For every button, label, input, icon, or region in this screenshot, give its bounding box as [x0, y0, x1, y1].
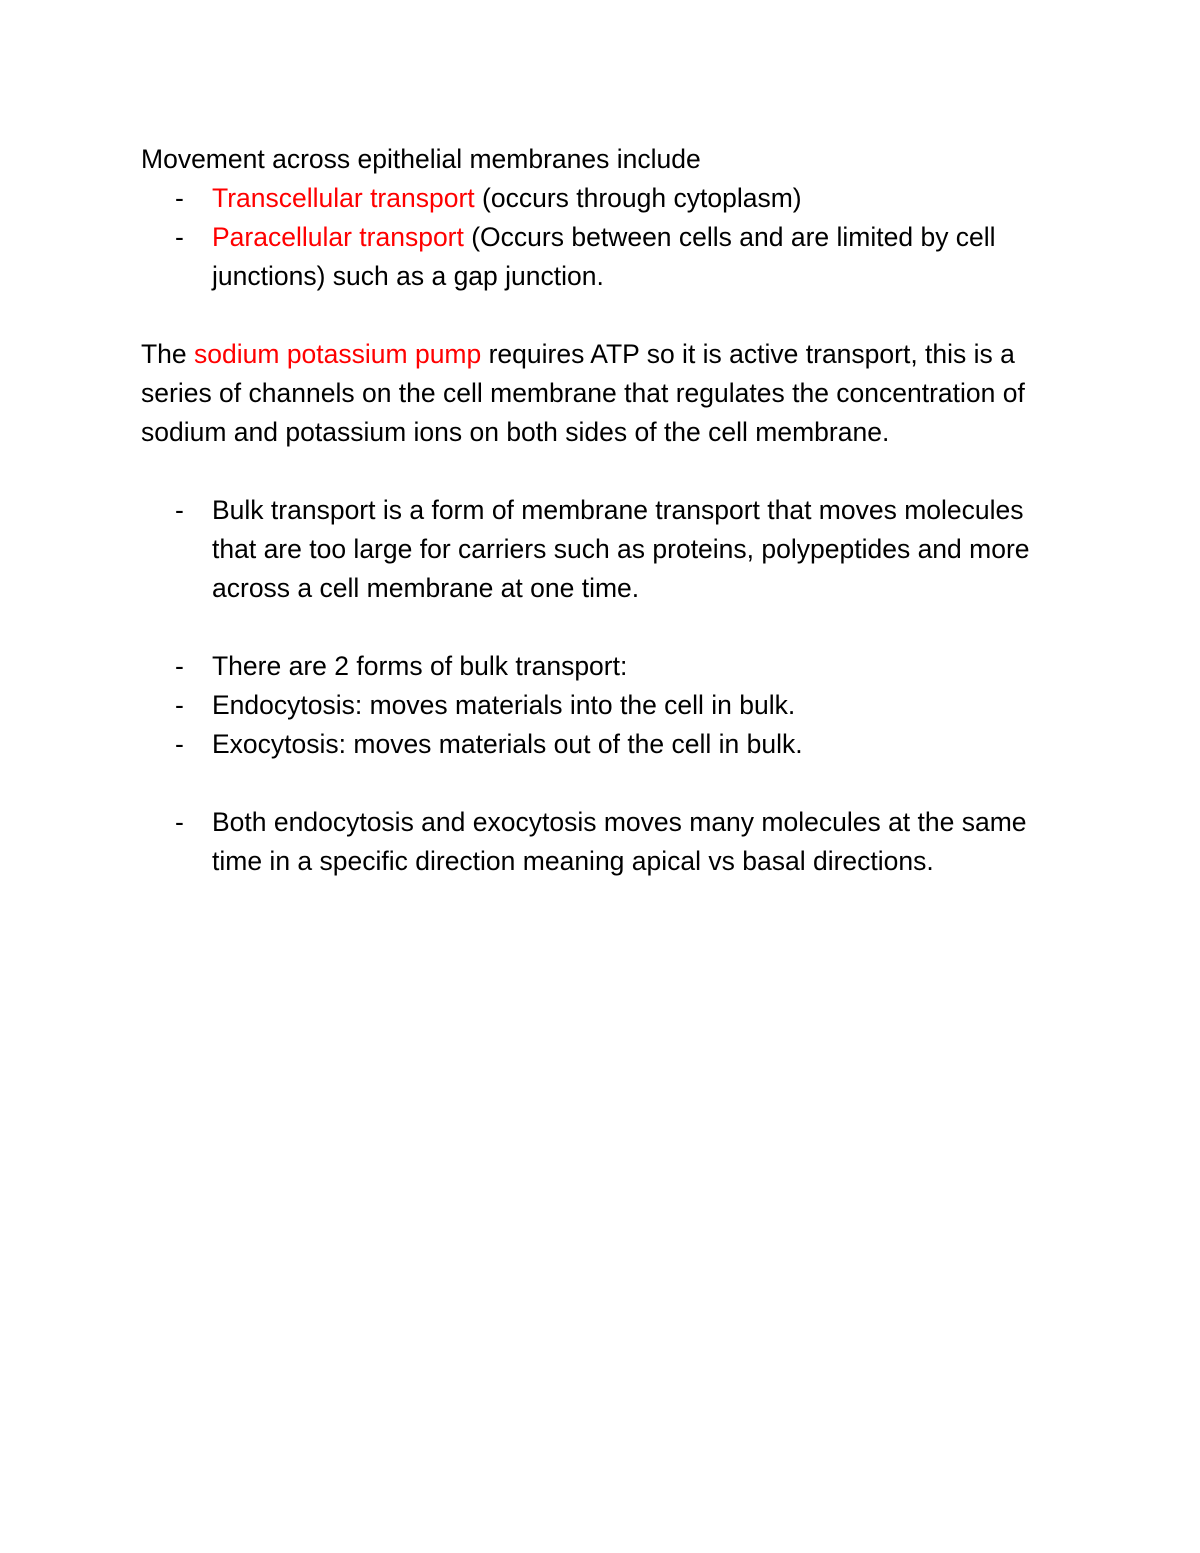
list-item-paracellular	[141, 218, 1061, 296]
spacer	[141, 452, 1061, 491]
spacer	[141, 296, 1061, 335]
epithelial-transport-list	[141, 179, 1061, 296]
paragraph-text: requires ATP so it is active transport, this is a series of channels on the cell membrane that regulates the concentration of sodium and potassium ions on both sides of the cell membrane.	[141, 339, 1025, 447]
spacer	[141, 608, 1061, 647]
bulk-forms-list	[141, 647, 1061, 764]
item-text: (Occurs between cells and are limited by cell junctions) such as a gap junction.	[212, 222, 996, 291]
list-item-endocytosis	[141, 686, 1061, 725]
bullet-dash: -	[175, 651, 184, 681]
item-text: There are 2 forms of bulk transport:	[212, 651, 628, 681]
document-body	[141, 140, 1061, 881]
item-text: Exocytosis: moves materials out of the cell in bulk.	[212, 729, 803, 759]
direction-list	[141, 803, 1061, 881]
bullet-dash: -	[175, 807, 184, 837]
bulk-transport-list	[141, 491, 1061, 608]
highlight-term: Paracellular transport	[212, 222, 464, 252]
bullet-dash: -	[175, 183, 184, 213]
paragraph-prefix: The	[141, 339, 195, 369]
bullet-dash: -	[175, 222, 184, 252]
highlight-term: sodium potassium pump	[194, 339, 482, 369]
item-text: Endocytosis: moves materials into the cell in bulk.	[212, 690, 796, 720]
highlight-term: Transcellular transport	[212, 183, 475, 213]
intro-paragraph: Movement across epithelial membranes include	[141, 144, 701, 174]
sodium-pump-paragraph	[141, 335, 1061, 452]
list-item-exocytosis	[141, 725, 1061, 764]
list-item-transcellular	[141, 179, 1061, 218]
list-item-direction	[141, 803, 1061, 881]
bullet-dash: -	[175, 729, 184, 759]
bullet-dash: -	[175, 495, 184, 525]
spacer	[141, 764, 1061, 803]
bullet-dash: -	[175, 690, 184, 720]
item-text: (occurs through cytoplasm)	[474, 183, 802, 213]
item-text: Both endocytosis and exocytosis moves many molecules at the same time in a specific direction meaning apical vs basal directions.	[212, 807, 1027, 876]
item-text: Bulk transport is a form of membrane transport that moves molecules that are too large for carriers such as proteins, polypeptides and more across a cell membrane at one time.	[212, 495, 1030, 603]
list-item-forms	[141, 647, 1061, 686]
list-item-bulk-transport	[141, 491, 1061, 608]
